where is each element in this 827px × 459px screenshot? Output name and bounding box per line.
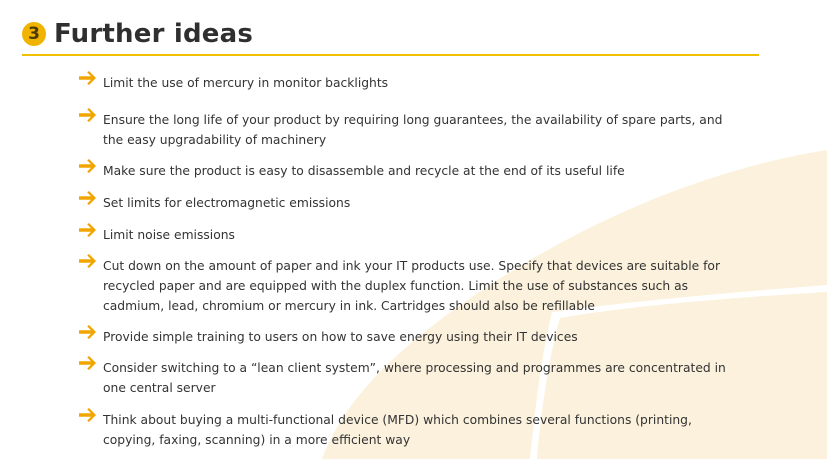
arrow-right-icon <box>78 324 98 340</box>
list-item <box>78 253 738 316</box>
list-item <box>78 324 738 347</box>
list-item <box>78 158 738 181</box>
list-item <box>78 355 738 398</box>
list-item-text: Provide simple training to users on how to save energy using their IT devices <box>103 330 578 344</box>
list-item-text: Ensure the long life of your product by requiring long guarantees, the availability of spare parts, and the easy upgradability of machinery <box>103 113 723 147</box>
list-item <box>78 190 738 213</box>
arrow-right-icon <box>78 158 98 174</box>
list-item-text: Set limits for electromagnetic emissions <box>103 196 351 210</box>
arrow-right-icon <box>78 190 98 206</box>
list-item-text: Think about buying a multi-functional device (MFD) which combines several functions (printing, copying, faxing, scanning) in a more efficient way <box>103 413 692 447</box>
list-item <box>78 70 738 93</box>
list-item <box>78 407 738 450</box>
arrow-right-icon <box>78 407 98 423</box>
arrow-right-icon <box>78 107 98 123</box>
section-number-badge: 3 <box>22 22 46 46</box>
arrow-right-icon <box>78 222 98 238</box>
list-item-text: Consider switching to a “lean client system”, where processing and programmes are concentrated in one central server <box>103 361 726 395</box>
section-header <box>22 14 253 54</box>
page-title: Further ideas <box>54 19 254 49</box>
list-item-text: Limit the use of mercury in monitor backlights <box>103 76 389 90</box>
arrow-right-icon <box>78 253 98 269</box>
arrow-right-icon <box>78 355 98 371</box>
list-item-text: Limit noise emissions <box>103 228 235 242</box>
title-underline <box>22 54 759 56</box>
arrow-right-icon <box>78 70 98 86</box>
list-item-text: Make sure the product is easy to disassemble and recycle at the end of its useful life <box>103 164 625 178</box>
list-item <box>78 222 738 245</box>
list-item-text: Cut down on the amount of paper and ink your IT products use. Specify that devices are suitable for recycled paper and are equipped with the duplex function. Limit the use of substances such as cadmium, lead, chromium or mercury in ink. Cartridges should also be refillable <box>103 259 721 313</box>
list-item <box>78 107 738 150</box>
